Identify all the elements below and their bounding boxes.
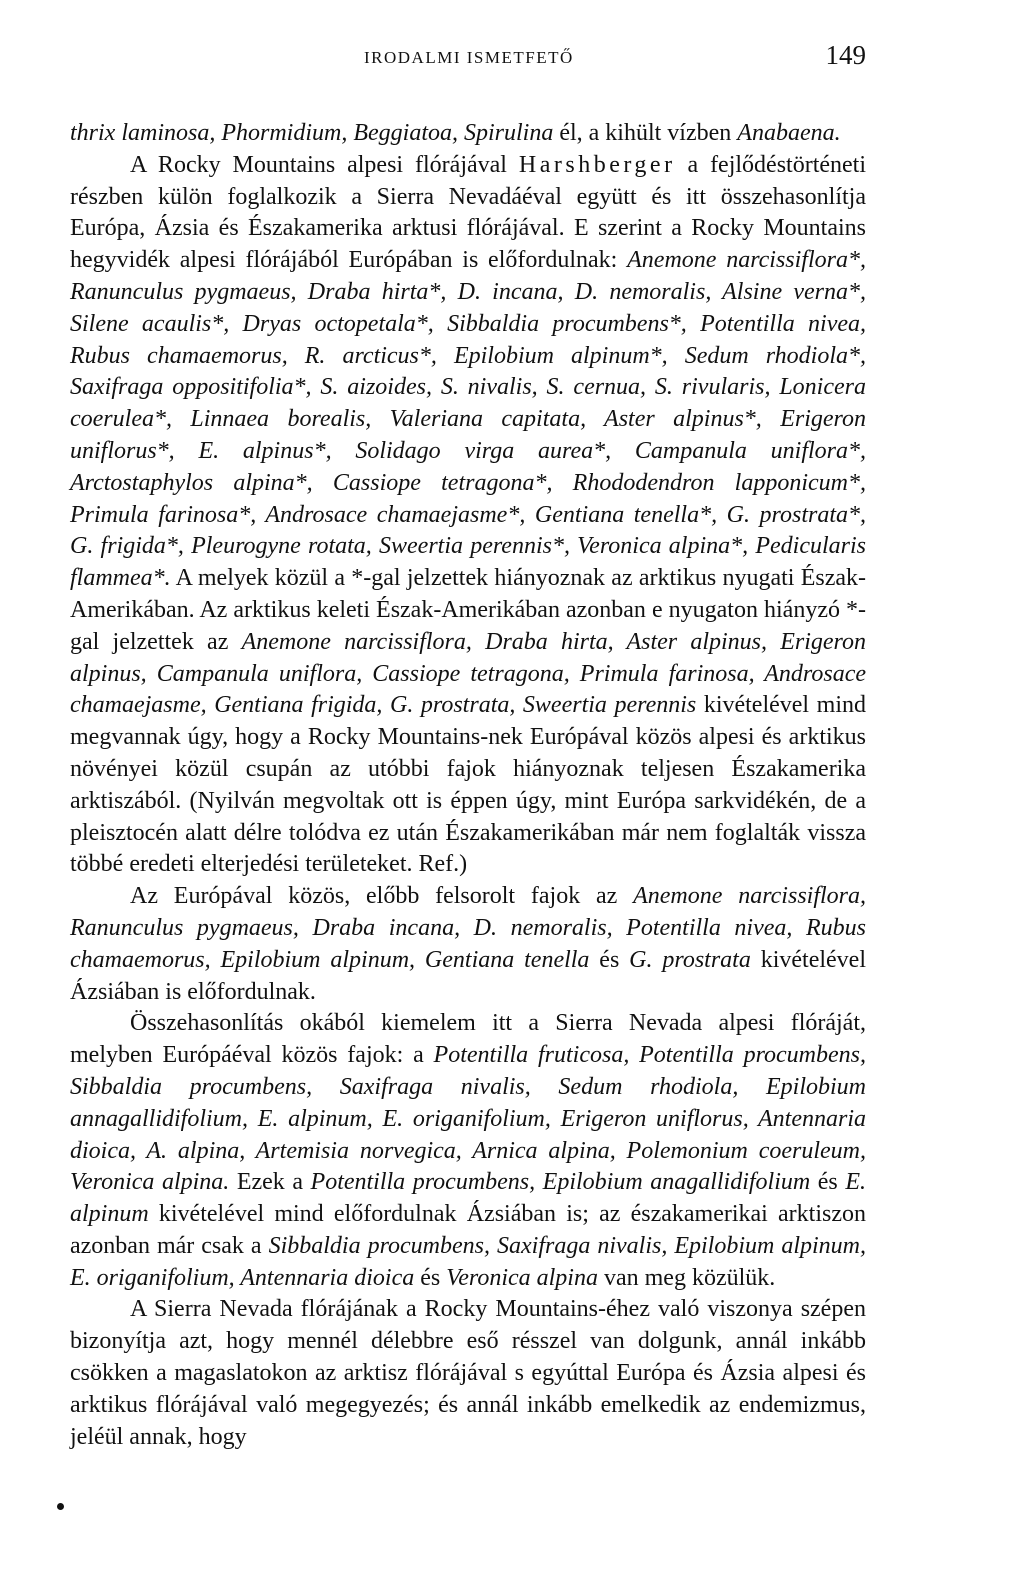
paragraph: Az Európával közös, előbb felsorolt fajok az Anemone narcissiflora, Ranunculus pygmaeus, Draba incana, D. nemoralis, Potentilla nivea, Rubus chamaemorus, Epilobium alpinum, Gentiana tenella és G. prostrata kivételével Ázsiában is előfordulnak. — [70, 883, 866, 1005]
body-text — [70, 118, 866, 1453]
running-head: IRODALMI ISMETFETŐ — [364, 48, 574, 67]
paragraph: thrix laminosa, Phormidium, Beggiatoa, Spirulina él, a kihült vízben Anabaena. — [70, 120, 841, 146]
paragraph: A Sierra Nevada flórájának a Rocky Mountains-éhez való viszonya szépen bizonyítja azt, hogy mennél délebbre eső résszel van dolgunk, annál inkább csökken a magaslatokon az arktisz flórájával s egyúttal Európa és Ázsia alpesi és arktikus flórájával való megegyezés; és annál inkább emelkedik az endemizmus, jeléül annak, hogy — [70, 1296, 866, 1450]
page-header — [70, 40, 866, 80]
page-number: 149 — [825, 40, 866, 70]
print-mark — [57, 1503, 64, 1510]
paragraph: A Rocky Mountains alpesi flórájával Harshberger a fejlődéstörténeti részben külön foglalkozik a Sierra Nevadáéval együtt és itt összehasonlítja Európa, Ázsia és Északamerika arktusi flórájával. E szerint a Rocky Mountains hegyvidék alpesi flórájából Európában is előfordulnak: Anemone narcissiflora*, Ranunculus pygmaeus, Draba hirta*, D. incana, D. nemoralis, Alsine verna*, Silene acaulis*, Dryas octopetala*, Sibbaldia procumbens*, Potentilla nivea, Rubus chamaemorus, R. arcticus*, Epilobium alpinum*, Sedum rhodiola*, Saxifraga oppositifolia*, S. aizoides, S. nivalis, S. cernua, S. rivularis, Lonicera coerulea*, Linnaea borealis, Valeriana capitata, Aster alpinus*, Erigeron uniflorus*, E. alpinus*, Solidago virga aurea*, Campanula uniflora*, Arctostaphylos alpina*, Cassiope tetragona*, Rhododendron lapponicum*, Primula farinosa*, Androsace chamaejasme*, Gentiana tenella*, G. prostrata*, G. frigida*, Pleurogyne rotata, Sweertia perennis*, Veronica alpina*, Pedicularis flammea*. A melyek közül a *-gal jelzettek hiányoznak az arktikus nyugati Észak-Amerikában. Az arktikus keleti Észak-Amerikában azonban e nyugaton hiányzó *-gal jelzettek az Anemone narcissiflora, Draba hirta, Aster alpinus, Erigeron alpinus, Campanula uniflora, Cassiope tetragona, Primula farinosa, Androsace chamaejasme, Gentiana frigida, G. prostrata, Sweertia perennis kivételével mind megvannak úgy, hogy a Rocky Mountains-nek Európával közös alpesi és arktikus növényei közül csupán az utóbbi fajok hiányoznak teljesen Északamerika arktiszából. (Nyilván megvoltak ott is éppen úgy, mint Európa sarkvidékén, de a pleisztocén alatt délre tolódva ez után Északamerikában már nem foglalták vissza többé eredeti elterjedési területeket. Ref.) — [70, 151, 867, 878]
paragraph: Összehasonlítás okából kiemelem itt a Sierra Nevada alpesi flóráját, melyben Európáéval közös fajok: a Potentilla fruticosa, Potentilla procumbens, Sibbaldia procumbens, Saxifraga nivalis, Sedum rhodiola, Epilobium annagallidifolium, E. alpinum, E. origanifolium, Erigeron uniflorus, Antennaria dioica, A. alpina, Artemisia norvegica, Arnica alpina, Polemonium coeruleum, Veronica alpina. Ezek a Potentilla procumbens, Epilobium anagallidifolium és E. alpinum kivételével mind előfordulnak Ázsiában is; az északamerikai arktiszon azonban már csak a Sibbaldia procumbens, Saxifraga nivalis, Epilobium alpinum, E. origanifolium, Antennaria dioica és Veronica alpina van meg közülük. — [70, 1010, 866, 1291]
